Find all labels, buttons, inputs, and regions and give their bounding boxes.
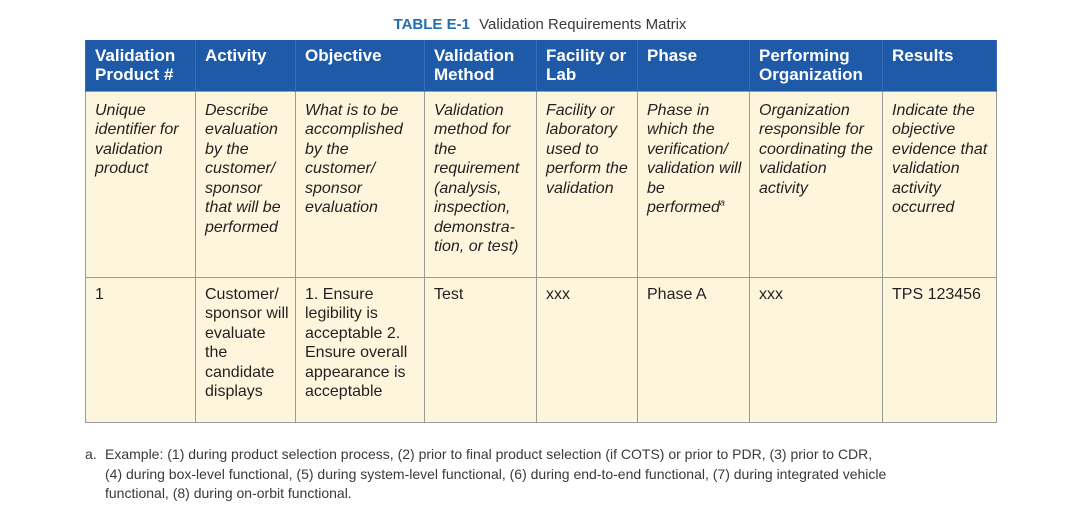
table-cell: Indicate the objective evidence that validation activity occurred [883, 91, 997, 277]
column-header: Validation Product # [86, 40, 196, 91]
table-number: TABLE E-1 [393, 16, 470, 33]
table-cell: xxx [537, 277, 638, 422]
table-cell: Organization responsible for coordinating the validation activity [750, 91, 883, 277]
column-header: Activity [196, 40, 296, 91]
table-footnote [85, 445, 985, 504]
column-header: Facility or Lab [537, 40, 638, 91]
footnote-reference: a [719, 197, 725, 208]
table-cell: Describe evaluation by the customer/ sponsor that will be performed [196, 91, 296, 277]
table-cell: Validation method for the requirement (analysis, inspection, demonstra-tion, or test) [425, 91, 537, 277]
table-cell: What is to be accomplished by the customer/ sponsor evaluation [296, 91, 425, 277]
footnote-text: (4) during box-level functional, (5) during system-level functional, (6) during end-to-end functional, (7) during integrated vehicle [105, 465, 887, 482]
table-cell: xxx [750, 277, 883, 422]
table-cell [638, 91, 750, 277]
column-header: Results [883, 40, 997, 91]
table-cell: 1 [86, 277, 196, 422]
table-cell: Phase A [638, 277, 750, 422]
column-header: Objective [296, 40, 425, 91]
description-row [86, 91, 997, 277]
column-header: Validation Method [425, 40, 537, 91]
footnote-text: Example: (1) during product selection process, (2) prior to final product selection (if COTS) or prior to PDR, (3) prior to CDR, [105, 446, 873, 462]
table-cell: TPS 123456 [883, 277, 997, 422]
table-title: Validation Requirements Matrix [479, 16, 687, 33]
column-header: Phase [638, 40, 750, 91]
validation-matrix-table [85, 40, 997, 423]
footnote-marker: a. [85, 446, 97, 462]
table-cell: Test [425, 277, 537, 422]
table-caption [0, 16, 1080, 34]
data-row [86, 277, 997, 422]
header-row [86, 40, 997, 91]
column-header: Performing Organization [750, 40, 883, 91]
table-cell: 1. Ensure legibility is acceptable 2. Ensure overall appearance is acceptable [296, 277, 425, 422]
table-cell: Customer/ sponsor will evaluate the candidate displays [196, 277, 296, 422]
table-cell: Unique identifier for validation product [86, 91, 196, 277]
table-cell: Facility or laboratory used to perform the validation [537, 91, 638, 277]
footnote-text: functional, (8) during on-orbit functional. [105, 485, 352, 501]
cell-text: Phase in which the verification/ validation will be performed [647, 101, 742, 216]
